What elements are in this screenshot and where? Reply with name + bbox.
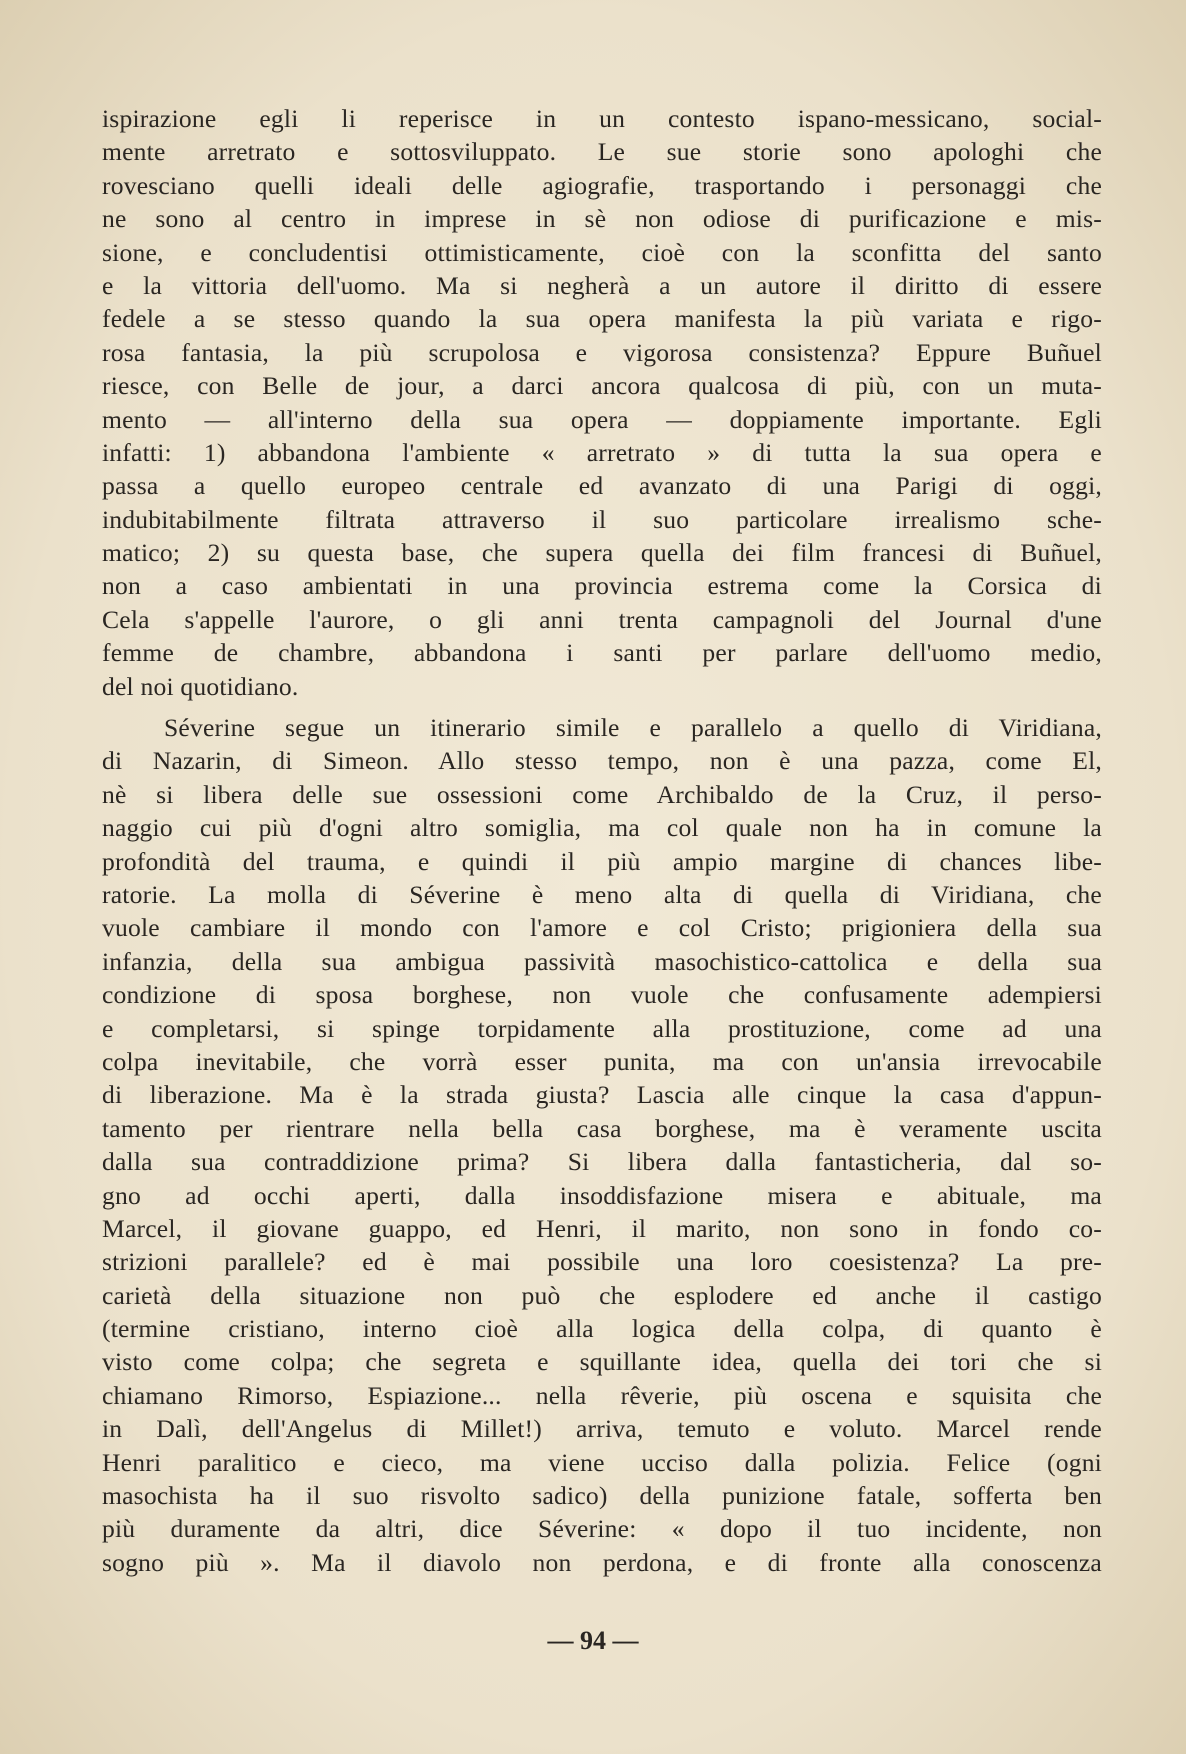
text-line: naggio cui più d'ogni altro somiglia, ma col quale non ha in comune la	[102, 813, 1102, 843]
text-line: ratorie. La molla di Séverine è meno alta di quella di Viridiana, che	[102, 879, 1102, 909]
text-line: passa a quello europeo centrale ed avanzato di una Parigi di oggi,	[102, 471, 1102, 501]
text-line: di liberazione. Ma è la strada giusta? Lascia alle cinque la casa d'appun-	[102, 1080, 1102, 1110]
text-line: rosa fantasia, la più scrupolosa e vigorosa consistenza? Eppure Buñuel	[102, 337, 1102, 367]
text-line: strizioni parallele? ed è mai possibile una loro coesistenza? La pre-	[102, 1247, 1102, 1277]
text-line: e completarsi, si spinge torpidamente alla prostituzione, come ad una	[102, 1013, 1102, 1043]
page-number: — 94 —	[547, 1626, 639, 1655]
text-line: infanzia, della sua ambigua passività masochistico-cattolica e della sua	[102, 946, 1102, 976]
text-line: carietà della situazione non può che esplodere ed anche il castigo	[102, 1280, 1102, 1310]
text-line: femme de chambre, abbandona i santi per parlare dell'uomo medio,	[102, 638, 1102, 668]
paragraph-2	[102, 711, 1102, 1579]
text-line: condizione di sposa borghese, non vuole che confusamente adempiersi	[102, 980, 1102, 1010]
text-line: vuole cambiare il mondo con l'amore e col Cristo; prigioniera della sua	[102, 913, 1102, 943]
text-line: chiamano Rimorso, Espiazione... nella rêverie, più oscena e squisita che	[102, 1380, 1102, 1410]
paragraph-gap	[102, 703, 1102, 711]
text-line: Cela s'appelle l'aurore, o gli anni trenta campagnoli del Journal d'une	[102, 604, 1102, 634]
text-line: dalla sua contraddizione prima? Si libera dalla fantasticheria, dal so-	[102, 1147, 1102, 1177]
text-line: mento — all'interno della sua opera — doppiamente importante. Egli	[102, 404, 1102, 434]
text-line: gno ad occhi aperti, dalla insoddisfazione misera e abituale, ma	[102, 1180, 1102, 1210]
text-line: Marcel, il giovane guappo, ed Henri, il marito, non sono in fondo co-	[102, 1213, 1102, 1243]
text-line: non a caso ambientati in una provincia estrema come la Corsica di	[102, 571, 1102, 601]
text-line: ne sono al centro in imprese in sè non odiose di purificazione e mis-	[102, 204, 1102, 234]
text-line: Henri paralitico e cieco, ma viene ucciso dalla polizia. Felice (ogni	[102, 1447, 1102, 1477]
text-line: rovesciano quelli ideali delle agiografie, trasportando i personaggi che	[102, 170, 1102, 200]
text-line: in Dalì, dell'Angelus di Millet!) arriva, temuto e voluto. Marcel rende	[102, 1414, 1102, 1444]
text-line: di Nazarin, di Simeon. Allo stesso tempo, non è una pazza, come El,	[102, 746, 1102, 776]
text-line: e la vittoria dell'uomo. Ma si negherà a un autore il diritto di essere	[102, 270, 1102, 300]
text-line: riesce, con Belle de jour, a darci ancora qualcosa di più, con un muta-	[102, 371, 1102, 401]
text-line: più duramente da altri, dice Séverine: « dopo il tuo incidente, non	[102, 1514, 1102, 1544]
text-line: nè si libera delle sue ossessioni come Archibaldo de la Cruz, il perso-	[102, 779, 1102, 809]
text-line: visto come colpa; che segreta e squillante idea, quella dei tori che si	[102, 1347, 1102, 1377]
text-line: sogno più ». Ma il diavolo non perdona, e di fronte alla conoscenza	[102, 1547, 1102, 1577]
text-line: (termine cristiano, interno cioè alla logica della colpa, di quanto è	[102, 1314, 1102, 1344]
text-line: matico; 2) su questa base, che supera quella dei film francesi di Buñuel,	[102, 538, 1102, 568]
text-line: ispirazione egli li reperisce in un contesto ispano-messicano, social-	[102, 104, 1102, 133]
text-line: Séverine segue un itinerario simile e parallelo a quello di Viridiana,	[164, 713, 1102, 743]
text-line: sione, e concludentisi ottimisticamente, cioè con la sconfitta del santo	[102, 237, 1102, 267]
text-line: fedele a se stesso quando la sua opera manifesta la più variata e rigo-	[102, 304, 1102, 334]
text-line: profondità del trauma, e quindi il più ampio margine di chances libe-	[102, 846, 1102, 876]
body-text	[102, 102, 1102, 1579]
paragraph-1	[102, 102, 1102, 703]
text-line: indubitabilmente filtrata attraverso il suo particolare irrealismo sche-	[102, 504, 1102, 534]
text-line: tamento per rientrare nella bella casa borghese, ma è veramente uscita	[102, 1113, 1102, 1143]
text-line: infatti: 1) abbandona l'ambiente « arretrato » di tutta la sua opera e	[102, 437, 1102, 467]
text-line: colpa inevitabile, che vorrà esser punita, ma con un'ansia irrevocabile	[102, 1046, 1102, 1076]
text-line: masochista ha il suo risvolto sadico) della punizione fatale, sofferta ben	[102, 1481, 1102, 1511]
text-line: del noi quotidiano.	[102, 671, 299, 701]
text-line: mente arretrato e sottosviluppato. Le sue storie sono apologhi che	[102, 137, 1102, 167]
